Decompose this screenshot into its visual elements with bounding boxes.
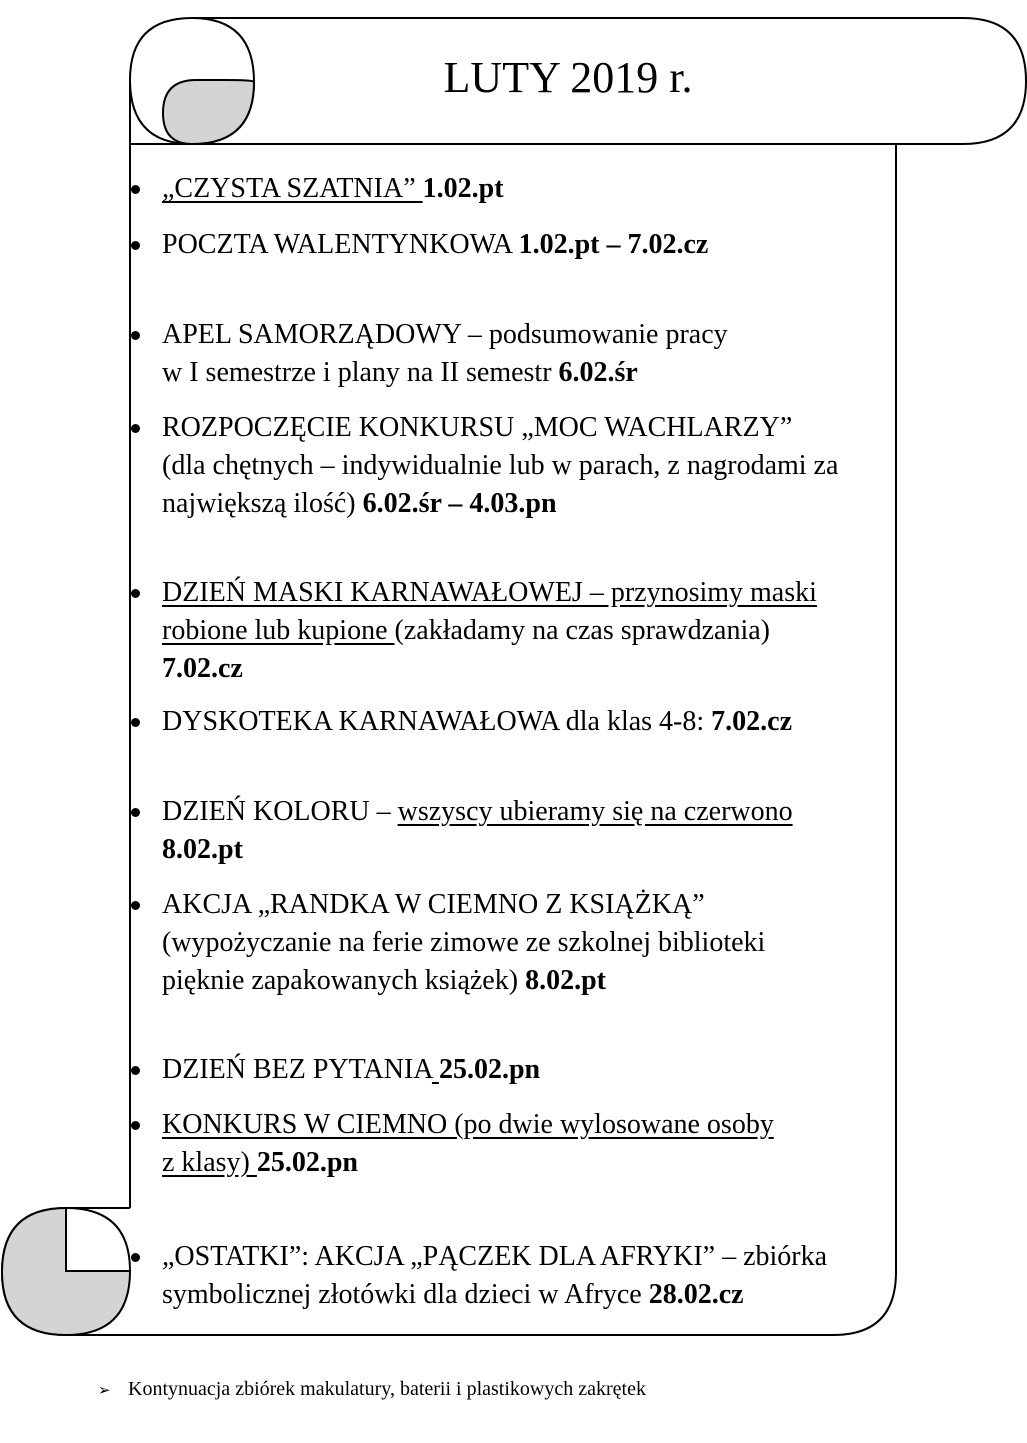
event-item bbox=[162, 793, 902, 869]
event-text: DZIEŃ KOLORU – bbox=[162, 796, 398, 827]
event-item bbox=[162, 703, 902, 741]
event-date: 7.02.cz bbox=[162, 653, 243, 684]
event-line bbox=[162, 793, 902, 831]
event-line bbox=[162, 1144, 902, 1182]
event-item bbox=[162, 1238, 902, 1314]
footer-note bbox=[98, 1376, 646, 1403]
event-item bbox=[162, 316, 902, 392]
event-text: POCZTA WALENTYNKOWA bbox=[162, 229, 519, 260]
event-line bbox=[162, 226, 902, 264]
event-text: „CZYSTA SZATNIA” bbox=[162, 173, 423, 204]
event-text: (dla chętnych – indywidualnie lub w parach, z nagrodami za bbox=[162, 450, 839, 481]
event-text: AKCJA „RANDKA W CIEMNO Z KSIĄŻKĄ” bbox=[162, 889, 705, 920]
bullet-icon bbox=[131, 1121, 140, 1130]
event-line bbox=[162, 924, 902, 962]
bullet-icon bbox=[131, 589, 140, 598]
event-date: 1.02.pt bbox=[422, 173, 504, 204]
event-line bbox=[162, 354, 902, 392]
bullet-icon bbox=[131, 331, 140, 340]
event-item bbox=[162, 170, 902, 208]
event-text: (zakładamy na czas sprawdzania) bbox=[394, 615, 770, 646]
event-text: APEL SAMORZĄDOWY – podsumowanie pracy bbox=[162, 319, 728, 350]
event-line bbox=[162, 170, 902, 208]
event-line bbox=[162, 831, 902, 869]
event-date: 7.02.cz bbox=[711, 706, 793, 737]
event-date: 8.02.pt bbox=[525, 965, 606, 996]
event-text: wszyscy ubieramy się na czerwono bbox=[397, 796, 793, 827]
event-date: 25.02.pn bbox=[438, 1054, 541, 1085]
event-date: 6.02.śr – 4.03.pn bbox=[362, 488, 557, 519]
event-line bbox=[162, 1106, 902, 1144]
bullet-icon bbox=[131, 185, 140, 194]
event-line bbox=[162, 886, 902, 924]
event-line bbox=[162, 447, 902, 485]
event-text: symbolicznej złotówki dla dzieci w Afryce bbox=[162, 1279, 649, 1310]
event-item bbox=[162, 574, 902, 688]
footer-text: Kontynuacja zbiórek makulatury, baterii i plastikowych zakrętek bbox=[128, 1378, 646, 1400]
bullet-icon bbox=[131, 808, 140, 817]
bullet-icon bbox=[131, 424, 140, 433]
event-item bbox=[162, 1051, 902, 1089]
event-date: 8.02.pt bbox=[162, 834, 243, 865]
event-text: ROZPOCZĘCIE KONKURSU „MOC WACHLARZY” bbox=[162, 412, 793, 443]
arrowhead-bullet-icon: ➢ bbox=[98, 1381, 111, 1399]
event-date: 25.02.pn bbox=[256, 1147, 359, 1178]
event-item bbox=[162, 1106, 902, 1182]
event-text: pięknie zapakowanych książek) bbox=[162, 965, 526, 996]
event-text: DZIEŃ MASKI KARNAWAŁOWEJ – przynosimy maski bbox=[162, 577, 817, 608]
event-item bbox=[162, 226, 902, 264]
event-text: (wypożyczanie na ferie zimowe ze szkolnej biblioteki bbox=[162, 927, 766, 958]
event-line bbox=[162, 962, 902, 1000]
event-line bbox=[162, 316, 902, 354]
event-line bbox=[162, 1238, 902, 1276]
bullet-icon bbox=[131, 1253, 140, 1262]
event-text: największą ilość) bbox=[162, 488, 363, 519]
event-line bbox=[162, 612, 902, 650]
event-line bbox=[162, 703, 902, 741]
event-line bbox=[162, 485, 902, 523]
event-date: 1.02.pt – 7.02.cz bbox=[518, 229, 709, 260]
page-title: LUTY 2019 r. bbox=[443, 53, 693, 102]
event-text: w I semestrze i plany na II semestr bbox=[162, 357, 559, 388]
bullet-icon bbox=[131, 718, 140, 727]
event-text: robione lub kupione bbox=[162, 615, 395, 646]
event-line bbox=[162, 409, 902, 447]
bullet-icon bbox=[131, 901, 140, 910]
event-text: z klasy) bbox=[162, 1147, 257, 1178]
event-item bbox=[162, 409, 902, 523]
event-date: 28.02.cz bbox=[648, 1279, 744, 1310]
event-item bbox=[162, 886, 902, 1000]
event-line bbox=[162, 1051, 902, 1089]
bullet-icon bbox=[131, 241, 140, 250]
event-text bbox=[432, 1054, 439, 1085]
bullet-icon bbox=[131, 1066, 140, 1075]
event-line bbox=[162, 650, 902, 688]
event-line bbox=[162, 574, 902, 612]
event-text: DYSKOTEKA KARNAWAŁOWA dla klas 4-8: bbox=[162, 706, 712, 737]
event-text: DZIEŃ BEZ PYTANIA bbox=[162, 1054, 432, 1085]
event-line bbox=[162, 1276, 902, 1314]
event-date: 6.02.śr bbox=[558, 357, 638, 388]
event-text: „OSTATKI”: AKCJA „PĄCZEK DLA AFRYKI” – zbiórka bbox=[162, 1241, 828, 1272]
event-text: KONKURS W CIEMNO (po dwie wylosowane osoby bbox=[162, 1109, 774, 1140]
